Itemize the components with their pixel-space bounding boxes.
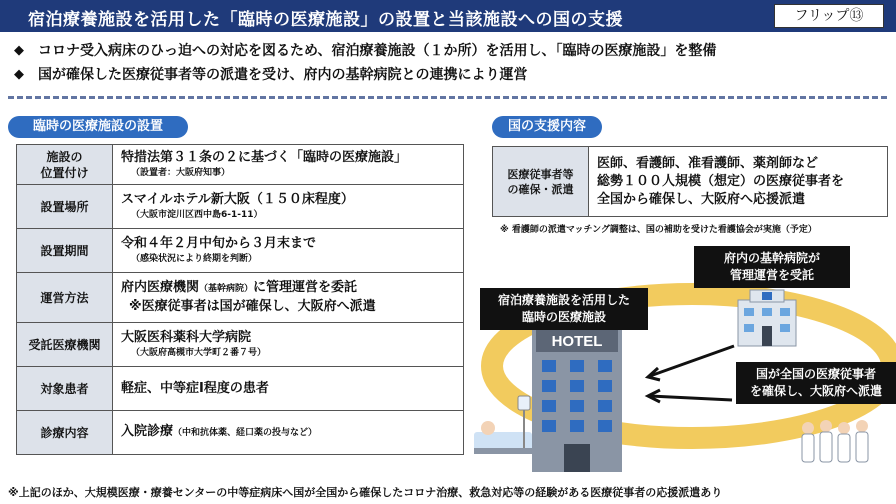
row-label: 対象患者 bbox=[17, 367, 113, 411]
bullet-item bbox=[14, 62, 884, 86]
national-callout: 国が全国の医療従事者 を確保し、大阪府へ派遣 bbox=[736, 362, 896, 404]
row-value: 府内医療機関（基幹病院）に管理運営を委託 ※医療従事者は国が確保し、大阪府へ派遣 bbox=[113, 273, 464, 323]
row-label: 設置場所 bbox=[17, 185, 113, 229]
table-row bbox=[17, 229, 464, 273]
table-row bbox=[17, 185, 464, 229]
table-row bbox=[17, 323, 464, 367]
support-note: ※ 看護師の派遣マッチング調整は、国の補助を受けた看護協会が実施（予定） bbox=[500, 225, 817, 235]
summary-bullets bbox=[14, 38, 884, 86]
support-table bbox=[492, 146, 888, 217]
row-value: 特措法第３１条の２に基づく「臨時の医療施設」 （設置者：大阪府知事） bbox=[113, 145, 464, 185]
patient-bed-icon bbox=[474, 396, 532, 454]
row-label: 診療内容 bbox=[17, 411, 113, 455]
table-row bbox=[493, 147, 888, 217]
hotel-sign: HOTEL bbox=[551, 333, 603, 350]
flip-label: フリップ⑬ bbox=[774, 4, 884, 28]
facility-section-heading: 臨時の医療施設の設置 bbox=[8, 116, 188, 138]
row-label: 医療従事者等 の確保・派遣 bbox=[493, 147, 589, 217]
row-value: スマイルホテル新大阪（１５０床程度） （大阪市淀川区西中島6-1-11） bbox=[113, 185, 464, 229]
diamond-bullet-icon: ◆ bbox=[14, 66, 24, 82]
row-value: 軽症、中等症Ⅰ程度の患者 bbox=[113, 367, 464, 411]
hospital-callout: 府内の基幹病院が 管理運営を受託 bbox=[694, 246, 850, 288]
row-label: 受託医療機関 bbox=[17, 323, 113, 367]
support-section-heading: 国の支援内容 bbox=[492, 116, 602, 138]
diamond-bullet-icon: ◆ bbox=[14, 42, 24, 58]
row-label: 運営方法 bbox=[17, 273, 113, 323]
table-row bbox=[17, 411, 464, 455]
support-diagram bbox=[472, 236, 896, 472]
bullet-item bbox=[14, 38, 884, 62]
arrow-icon bbox=[648, 346, 734, 402]
page-title: 宿泊療養施設を活用した「臨時の医療施設」の設置と当該施設への国の支援 bbox=[28, 10, 623, 30]
row-value: 大阪医科薬科大学病院 （大阪府高槻市大学町２番７号） bbox=[113, 323, 464, 367]
hotel-callout: 宿泊療養施設を活用した 臨時の医療施設 bbox=[480, 288, 648, 330]
facility-table bbox=[16, 144, 464, 455]
section-divider bbox=[8, 96, 888, 99]
title-bar bbox=[0, 0, 896, 32]
row-value: 令和４年２月中旬から３月末まで （感染状況により終期を判断） bbox=[113, 229, 464, 273]
row-value: 入院診療（中和抗体薬、経口薬の投与など） bbox=[113, 411, 464, 455]
hotel-building-icon bbox=[532, 324, 622, 472]
footer-note: ※上記のほか、大規模医療・療養センターの中等症病床へ国が全国から確保したコロナ治療、救急対応等の経験がある医療従事者の応援派遣あり bbox=[8, 486, 723, 499]
row-label: 施設の 位置付け bbox=[17, 145, 113, 185]
row-label: 設置期間 bbox=[17, 229, 113, 273]
bullet-text: コロナ受入病床のひっ迫への対応を図るため、宿泊療養施設（１か所）を活用し、「臨時の医療施設」を整備 bbox=[38, 43, 717, 59]
bullet-text: 国が確保した医療従事者等の派遣を受け、府内の基幹病院との連携により運営 bbox=[38, 67, 528, 83]
table-row bbox=[17, 367, 464, 411]
table-row bbox=[17, 145, 464, 185]
table-row bbox=[17, 273, 464, 323]
row-value: 医師、看護師、准看護師、薬剤師など 総勢１００人規模（想定）の医療従事者を 全国から確保し、大阪府へ応援派遣 bbox=[589, 147, 888, 217]
